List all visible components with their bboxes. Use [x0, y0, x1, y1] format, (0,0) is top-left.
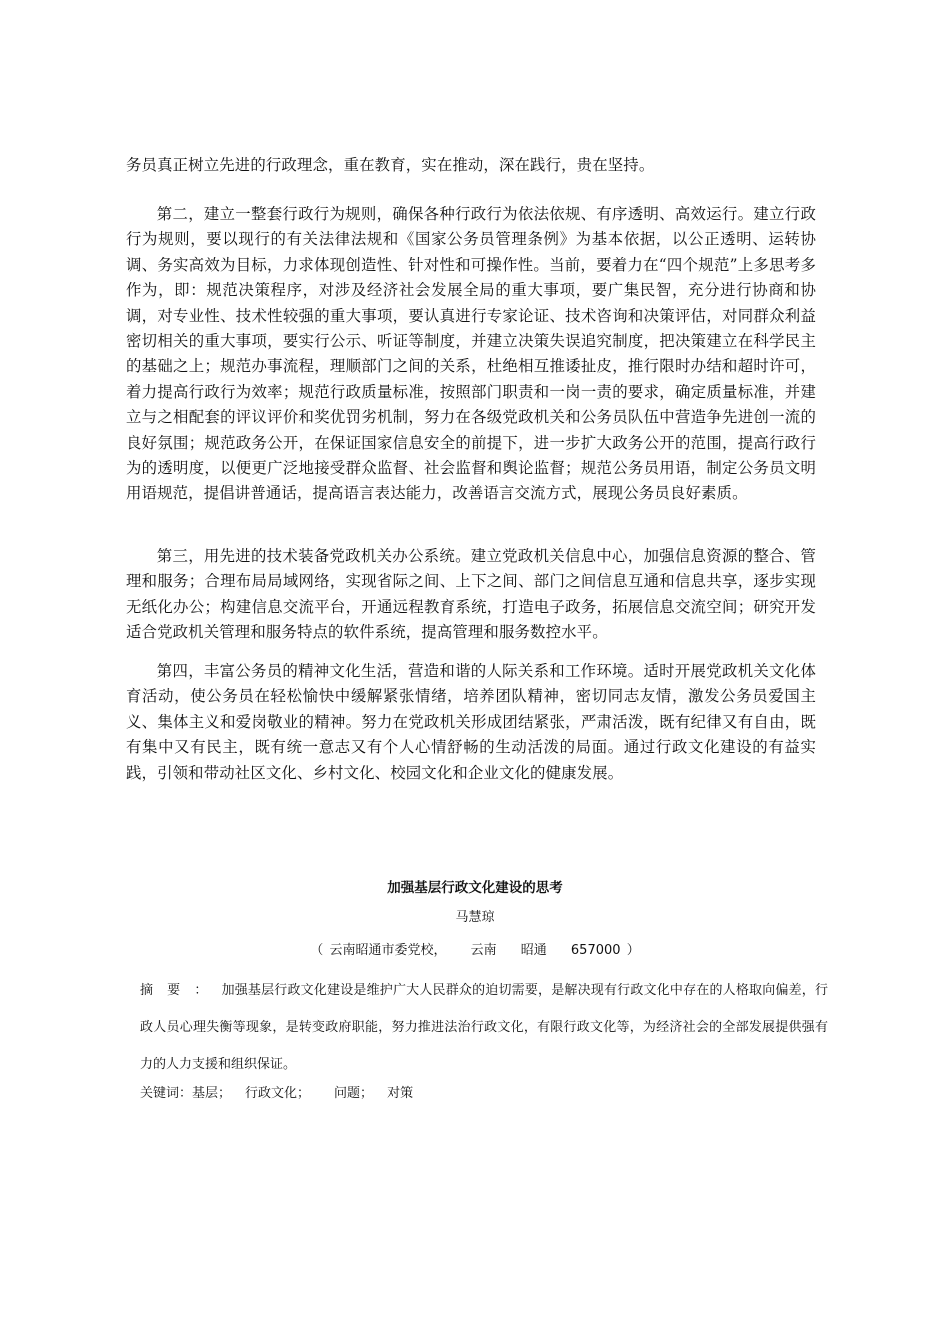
- keyword-item: 问题；: [334, 1086, 374, 1101]
- affiliation-org: 云南昭通市委党校，: [329, 943, 447, 958]
- affiliation-postcode: 657000: [570, 943, 621, 958]
- affiliation-open-paren: （: [310, 943, 324, 958]
- abstract-text: 加强基层行政文化建设是维护广大人民群众的迫切需要，是解决现有行政文化中存在的人格取向偏差，行政人员心理失衡等现象，是转变政府职能，努力推进法治行政文化，有限行政文化等，为经济社会的全部发展提供强有力的人力支援和组织保证。: [140, 983, 828, 1072]
- affiliation-province: 云南: [470, 943, 497, 958]
- body-paragraph-fourth: [126, 659, 816, 786]
- article-title: 加强基层行政文化建设的思考: [387, 880, 563, 896]
- keyword-item: 行政文化；: [245, 1086, 311, 1101]
- article-abstract: [140, 972, 828, 1083]
- body-paragraph: [126, 153, 816, 178]
- body-paragraph-third: [126, 544, 816, 646]
- article-author: 马慧琼: [455, 910, 495, 925]
- paragraph-continuation: 务员真正树立先进的行政理念，重在教育，实在推动，深在践行，贵在坚持。: [126, 156, 655, 174]
- keyword-item: 对策: [387, 1086, 414, 1101]
- affiliation-city: 昭通: [520, 943, 547, 958]
- abstract-label: 摘要：: [140, 983, 222, 998]
- paragraph-second-text: 第二，建立一整套行政行为规则，确保各种行政行为依法依规、有序透明、高效运行。建立行政行为规则，要以现行的有关法律法规和《国家公务员管理条例》为基本依据，以公正透明、运转协调、务实高效为目标，力求体现创造性、针对性和可操作性。当前，要着力在“四个规范”上多思考多作为，即：规范决策程序，对涉及经济社会发展全局的重大事项，要广集民智，充分进行协商和协调，对专业性、技术性较强的重大事项，要认真进行专家论证、技术咨询和决策评估，对同群众利益密切相关的重大事项，要实行公示、听证等制度，并建立决策失误追究制度，把决策建立在科学民主的基础之上；规范办事流程，理顺部门之间的关系，杜绝相互推诿扯皮，推行限时办结和超时许可，着力提高行政行为效率；规范行政质量标准，按照部门职责和一岗一责的要求，确定质量标准，并建立与之相配套的评议评价和奖优罚劣机制，努力在各级党政机关和公务员队伍中营造争先进创一流的良好氛围；规范政务公开，在保证国家信息安全的前提下，进一步扩大政务公开的范围，提高行政行为的透明度，以便更广泛地接受群众监督、社会监督和舆论监督；规范公务员用语，制定公务员文明用语规范，提倡讲普通话，提高语言表达能力，改善语言交流方式，展现公务员良好素质。: [126, 205, 816, 503]
- keyword-item: 基层；: [192, 1086, 232, 1101]
- paragraph-fourth-text: 第四，丰富公务员的精神文化生活，营造和谐的人际关系和工作环境。适时开展党政机关文化体育活动，使公务员在轻松愉快中缓解紧张情绪，培养团队精神，密切同志友情，激发公务员爱国主义、集体主义和爱岗敬业的精神。努力在党政机关形成团结紧张，严肃活泼，既有纪律又有自由，既有集中又有民主，既有统一意志又有个人心情舒畅的生动活泼的局面。通过行政文化建设的有益实践，引领和带动社区文化、乡村文化、校园文化和企业文化的健康发展。: [126, 662, 816, 782]
- article-affiliation: [0, 939, 950, 958]
- affiliation-close-paren: ）: [626, 943, 640, 958]
- paragraph-third-text: 第三，用先进的技术装备党政机关办公系统。建立党政机关信息中心，加强信息资源的整合、管理和服务；合理布局局域网络，实现省际之间、上下之间、部门之间信息互通和信息共享，逐步实现无纸化办公；构建信息交流平台，开通远程教育系统，打造电子政务，拓展信息交流空间；研究开发适合党政机关管理和服务特点的软件系统，提高管理和服务数控水平。: [126, 547, 816, 642]
- article-keywords: [140, 1082, 830, 1101]
- body-paragraph-second: [126, 202, 816, 507]
- keywords-label: 关键词：: [140, 1086, 193, 1101]
